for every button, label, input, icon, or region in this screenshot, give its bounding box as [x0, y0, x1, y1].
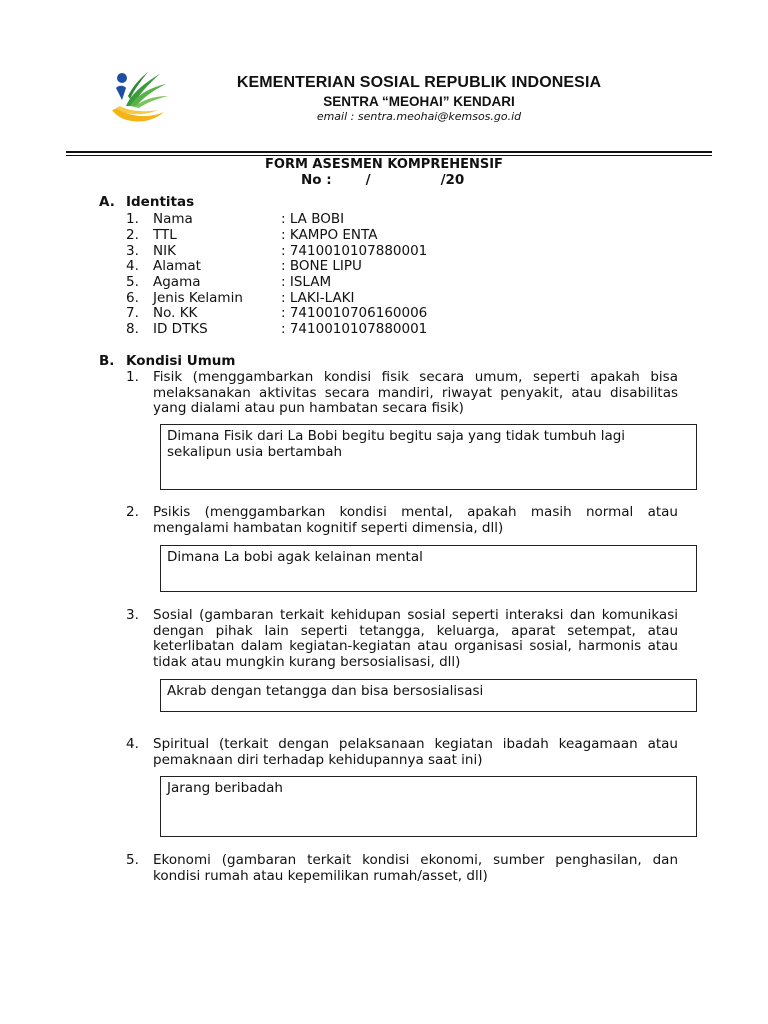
header-divider-thick: [66, 151, 712, 153]
row-label: TTL: [153, 227, 177, 243]
row-label: Jenis Kelamin: [153, 290, 243, 306]
answer-box-fisik[interactable]: Dimana Fisik dari La Bobi begitu begitu saja yang tidak tumbuh lagi sekalipun usia bertambah: [160, 424, 697, 490]
header-divider-thin: [66, 155, 712, 156]
row-number: 4.: [126, 258, 139, 274]
kondisi-item-spiritual: [126, 737, 678, 768]
row-label: Agama: [153, 274, 201, 290]
row-label: ID DTKS: [153, 321, 208, 337]
form-number-label: No :: [301, 172, 332, 188]
kondisi-item-sosial: [126, 608, 678, 671]
kondisi-item-fisik: [126, 370, 678, 417]
item-description: Fisik (menggambarkan kondisi fisik secara umum, seperti apakah bisa melaksanakan aktivitas secara mandiri, riwayat penyakit, atau disabilitas yang dialami atau pun hambatan secara fisik): [153, 369, 678, 417]
row-value: : LAKI-LAKI: [281, 290, 355, 306]
item-description: Ekonomi (gambaran terkait kondisi ekonomi, sumber penghasilan, dan kondisi rumah atau kepemilikan rumah/asset, dll): [153, 852, 678, 884]
section-a-title: Identitas: [126, 194, 195, 210]
row-number: 1.: [126, 211, 139, 227]
row-label: No. KK: [153, 305, 198, 321]
section-b-title: Kondisi Umum: [126, 353, 236, 369]
form-number-slash: /: [365, 172, 371, 188]
form-number-year: /20: [440, 172, 465, 188]
item-number: 2.: [126, 504, 139, 520]
row-label: NIK: [153, 243, 176, 259]
row-value: : BONE LIPU: [281, 258, 362, 274]
row-value: : ISLAM: [281, 274, 332, 290]
header-unit-title: SENTRA “MEOHAI” KENDARI: [323, 94, 515, 109]
row-value: : 7410010107880001: [281, 243, 428, 259]
answer-box-sosial[interactable]: Akrab dengan tetangga dan bisa bersosialisasi: [160, 679, 697, 712]
section-b-letter: B.: [99, 353, 115, 369]
item-description: Sosial (gambaran terkait kehidupan sosial seperti interaksi dan komunikasi dengan pihak lain seperti tetangga, keluarga, aparat setempat, atau keterlibatan dalam kegiatan-kegiatan atau organisasi sosial, harmonis atau tidak atau mungkin kurang bersosialisasi, dll): [153, 607, 678, 671]
row-number: 3.: [126, 243, 139, 259]
kondisi-item-psikis: [126, 505, 678, 536]
section-a-letter: A.: [99, 194, 115, 210]
form-title: FORM ASESMEN KOMPREHENSIF: [265, 157, 503, 172]
row-value: : 7410010706160006: [281, 305, 428, 321]
row-value: : LA BOBI: [281, 211, 345, 227]
kondisi-item-ekonomi: [126, 853, 678, 884]
item-number: 4.: [126, 736, 139, 752]
item-description: Psikis (menggambarkan kondisi mental, apakah masih normal atau mengalami hambatan kognitif seperti dimensia, dll): [153, 504, 678, 536]
row-number: 8.: [126, 321, 139, 337]
row-value: : 7410010107880001: [281, 321, 428, 337]
row-label: Alamat: [153, 258, 201, 274]
header-org-title: KEMENTERIAN SOSIAL REPUBLIK INDONESIA: [236, 74, 602, 91]
item-number: 5.: [126, 852, 139, 868]
row-label: Nama: [153, 211, 193, 227]
form-number: [301, 172, 464, 188]
row-number: 2.: [126, 227, 139, 243]
item-number: 3.: [126, 607, 139, 623]
row-number: 7.: [126, 305, 139, 321]
answer-box-psikis[interactable]: Dimana La bobi agak kelainan mental: [160, 545, 697, 592]
item-number: 1.: [126, 369, 139, 385]
item-description: Spiritual (terkait dengan pelaksanaan kegiatan ibadah keagamaan atau pemaknaan diri terhadap kehidupannya saat ini): [153, 736, 678, 768]
row-value: : KAMPO ENTA: [281, 227, 378, 243]
row-number: 6.: [126, 290, 139, 306]
header-email: email : sentra.meohai@kemsos.go.id: [316, 110, 522, 123]
row-number: 5.: [126, 274, 139, 290]
answer-box-spiritual[interactable]: Jarang beribadah: [160, 776, 697, 837]
